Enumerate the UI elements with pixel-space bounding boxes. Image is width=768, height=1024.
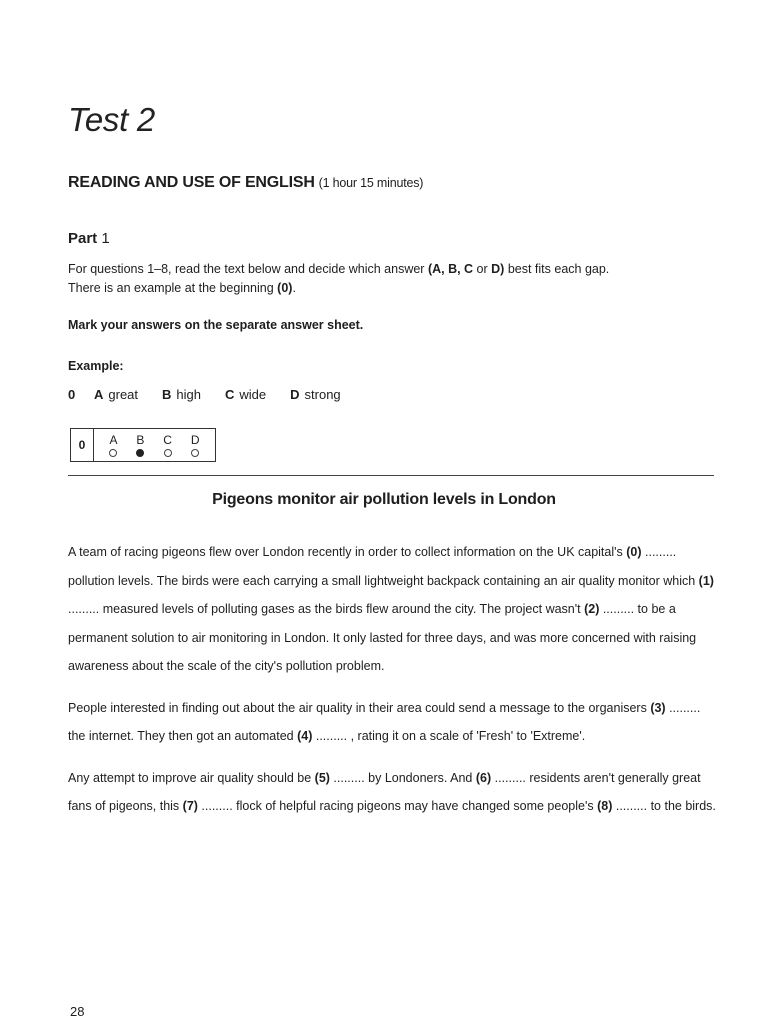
- part-label: Part: [68, 230, 98, 247]
- option-word: great: [108, 387, 139, 402]
- passage-text: People interested in finding out about the air quality in their area could send a message to the organisers: [68, 700, 651, 715]
- passage-text: ......... , rating it on a scale of 'Fresh' to 'Extreme'.: [312, 729, 586, 743]
- answer-bubble: [136, 449, 144, 457]
- section-duration: (1 hour 15 minutes): [318, 176, 424, 190]
- instructions-or: or: [473, 262, 492, 276]
- instructions-example-text: There is an example at the beginning: [68, 281, 278, 295]
- example-options: [68, 387, 365, 402]
- page-number: 28: [70, 1004, 85, 1019]
- gap-number: (2): [584, 602, 600, 616]
- passage-text: ......... by Londoners. And: [329, 770, 476, 785]
- passage-title: Pigeons monitor air pollution levels in London: [212, 491, 556, 508]
- passage-text: Any attempt to improve air quality should be: [68, 770, 315, 785]
- gap-number: (4): [297, 729, 313, 743]
- passage-text: A team of racing pigeons flew over London recently in order to collect information on the UK capital's: [68, 545, 627, 559]
- instructions-options: (A, B, C: [427, 262, 474, 276]
- option-letter: B: [162, 387, 172, 402]
- divider: [68, 475, 714, 476]
- answer-col-b: [136, 429, 144, 461]
- example-number: 0: [68, 387, 76, 402]
- section-heading: [68, 174, 423, 192]
- example-option-c: [225, 387, 266, 402]
- answer-bubble: [164, 449, 172, 457]
- passage-paragraph-3: [68, 764, 720, 821]
- example-answer-box: [70, 428, 216, 462]
- answer-letter: D: [190, 432, 200, 447]
- passage: [68, 538, 720, 834]
- option-letter: D: [290, 387, 300, 402]
- passage-paragraph-1: [68, 538, 720, 681]
- gap-number: (3): [650, 700, 666, 715]
- answer-col-c: [163, 429, 172, 461]
- instructions-period: .: [292, 281, 296, 295]
- answer-letter: C: [163, 432, 172, 447]
- instructions-text: For questions 1–8, read the text below and decide which answer: [68, 262, 428, 276]
- passage-text: ......... the internet. They then got an automated: [68, 700, 701, 743]
- part-number: 1: [101, 230, 110, 247]
- passage-text: ......... residents aren't generally great fans of pigeons, this: [68, 770, 701, 813]
- passage-text: ......... measured levels of polluting gases as the birds flew around the city. The project wasn't: [68, 602, 585, 616]
- passage-text: ......... pollution levels. The birds were each carrying a small lightweight backpack containing an air quality monitor which: [68, 545, 699, 588]
- answer-bubble: [109, 449, 117, 457]
- passage-paragraph-2: [68, 694, 720, 751]
- option-letter: C: [225, 387, 235, 402]
- gap-number: (5): [314, 770, 330, 785]
- answer-box-options: [94, 429, 215, 461]
- instructions-text-end: best fits each gap.: [504, 262, 610, 276]
- answer-letter: A: [109, 432, 118, 447]
- instructions-example-ref: (0): [277, 281, 293, 295]
- mark-answers-note: Mark your answers on the separate answer sheet.: [68, 318, 364, 332]
- passage-text: ......... to the birds.: [612, 799, 716, 813]
- answer-col-a: [109, 429, 117, 461]
- option-word: high: [176, 387, 201, 402]
- example-option-d: [290, 387, 341, 402]
- answer-letter: B: [136, 432, 145, 447]
- option-word: wide: [239, 387, 267, 402]
- example-label: Example:: [68, 359, 124, 373]
- instructions-option-d: D): [491, 262, 505, 276]
- gap-number: (7): [182, 799, 198, 813]
- gap-number: (8): [597, 799, 613, 813]
- part-heading: [68, 230, 110, 247]
- example-option-a: [94, 387, 138, 402]
- answer-box-question: 0: [71, 429, 94, 461]
- section-title: READING AND USE OF ENGLISH: [68, 174, 315, 191]
- answer-col-d: [191, 429, 200, 461]
- gap-number: (0): [626, 545, 642, 559]
- gap-number: (1): [698, 573, 714, 588]
- option-word: strong: [304, 387, 341, 402]
- example-option-b: [162, 387, 201, 402]
- instructions: [68, 260, 728, 298]
- test-title: Test 2: [68, 101, 155, 138]
- answer-bubble: [191, 449, 199, 457]
- option-letter: A: [94, 387, 104, 402]
- passage-text: ......... flock of helpful racing pigeons may have changed some people's: [197, 799, 598, 813]
- gap-number: (6): [475, 770, 492, 785]
- passage-text: ......... to be a permanent solution to air monitoring in London. It only lasted for three days, and was more concerned with raising awareness about the scale of the city's pollution problem.: [68, 602, 697, 673]
